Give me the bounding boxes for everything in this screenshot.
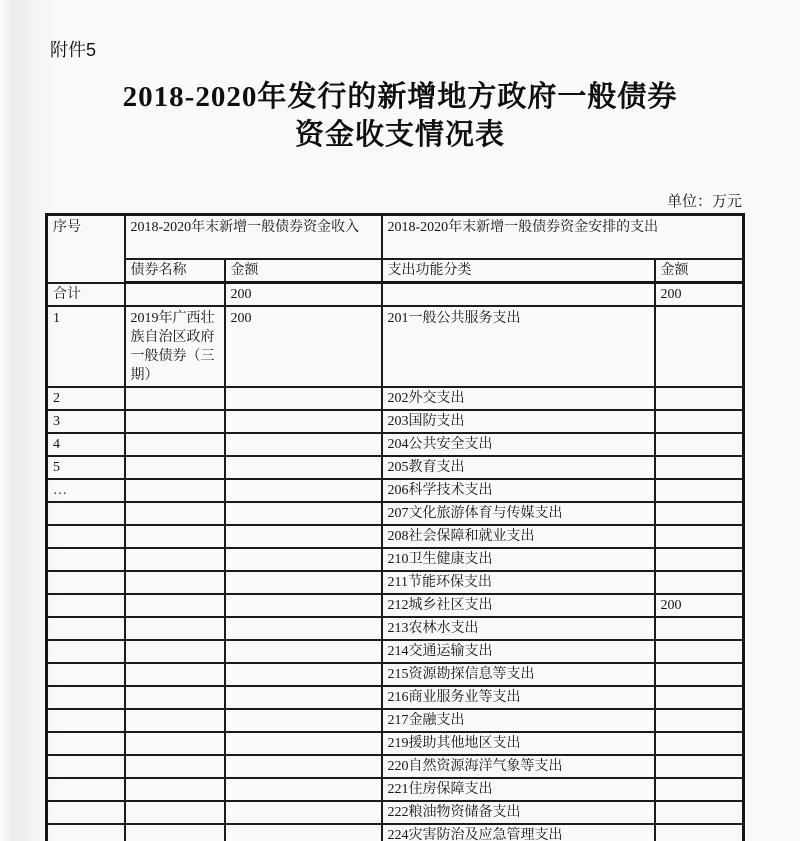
income-amount-cell bbox=[225, 686, 382, 709]
table-row bbox=[47, 663, 744, 686]
expense-category-cell: 214交通运输支出 bbox=[382, 640, 655, 663]
expense-amount-cell bbox=[655, 548, 744, 571]
expense-category-cell: 208社会保障和就业支出 bbox=[382, 525, 655, 548]
income-amount-cell bbox=[225, 410, 382, 433]
bond-name-cell bbox=[125, 433, 225, 456]
expense-amount-cell bbox=[655, 456, 744, 479]
expense-category-cell: 207文化旅游体育与传媒支出 bbox=[382, 502, 655, 525]
header-row-columns bbox=[47, 259, 744, 283]
table-row bbox=[47, 755, 744, 778]
expense-amount-cell: 200 bbox=[655, 594, 744, 617]
serial-cell bbox=[47, 594, 125, 617]
income-amount-cell bbox=[225, 594, 382, 617]
expense-category-cell: 212城乡社区支出 bbox=[382, 594, 655, 617]
header-income-amount: 金额 bbox=[225, 259, 382, 283]
income-amount-cell bbox=[225, 824, 382, 841]
table-body bbox=[47, 215, 744, 841]
expense-amount-cell bbox=[655, 663, 744, 686]
serial-cell bbox=[47, 801, 125, 824]
expense-amount-cell bbox=[655, 410, 744, 433]
table-row bbox=[47, 778, 744, 801]
expense-category-cell: 220自然资源海洋气象等支出 bbox=[382, 755, 655, 778]
income-amount-cell: 200 bbox=[225, 306, 382, 387]
header-expense-amount: 金额 bbox=[655, 259, 744, 283]
table-row bbox=[47, 824, 744, 841]
expense-category-cell: 203国防支出 bbox=[382, 410, 655, 433]
table-row bbox=[47, 525, 744, 548]
header-row-groups bbox=[47, 215, 744, 260]
bond-name-cell bbox=[125, 502, 225, 525]
serial-cell bbox=[47, 663, 125, 686]
header-income-group: 2018-2020年末新增一般债券资金收入 bbox=[125, 215, 382, 260]
total-label: 合计 bbox=[47, 283, 125, 307]
income-amount-cell bbox=[225, 502, 382, 525]
serial-cell bbox=[47, 525, 125, 548]
bond-name-cell bbox=[125, 640, 225, 663]
expense-amount-cell bbox=[655, 479, 744, 502]
bond-name-cell bbox=[125, 755, 225, 778]
income-amount-cell bbox=[225, 433, 382, 456]
table-row bbox=[47, 594, 744, 617]
expense-category-cell: 215资源勘探信息等支出 bbox=[382, 663, 655, 686]
title-line-1: 2018-2020年发行的新增地方政府一般债券 bbox=[122, 81, 678, 113]
table-row bbox=[47, 686, 744, 709]
expense-category-cell: 222粮油物资储备支出 bbox=[382, 801, 655, 824]
income-amount-cell bbox=[225, 709, 382, 732]
expense-amount-cell bbox=[655, 801, 744, 824]
income-amount-cell bbox=[225, 801, 382, 824]
expense-category-cell: 210卫生健康支出 bbox=[382, 548, 655, 571]
serial-cell bbox=[47, 732, 125, 755]
serial-cell: 1 bbox=[47, 306, 125, 387]
bond-name-cell bbox=[125, 686, 225, 709]
total-bond-name bbox=[125, 283, 225, 307]
title-line-2: 资金收支情况表 bbox=[294, 119, 505, 151]
bond-name-cell bbox=[125, 456, 225, 479]
bond-name-cell bbox=[125, 571, 225, 594]
total-expense-amount: 200 bbox=[655, 283, 744, 307]
expense-category-cell: 201一般公共服务支出 bbox=[382, 306, 655, 387]
expense-category-cell: 221住房保障支出 bbox=[382, 778, 655, 801]
table-row bbox=[47, 640, 744, 663]
table-row bbox=[47, 617, 744, 640]
header-expense-category: 支出功能分类 bbox=[382, 259, 655, 283]
bond-name-cell bbox=[125, 732, 225, 755]
bond-name-cell bbox=[125, 387, 225, 410]
bond-funds-table bbox=[45, 213, 745, 841]
table-row bbox=[47, 433, 744, 456]
income-amount-cell bbox=[225, 663, 382, 686]
expense-amount-cell bbox=[655, 306, 744, 387]
income-amount-cell bbox=[225, 640, 382, 663]
income-amount-cell bbox=[225, 548, 382, 571]
income-amount-cell bbox=[225, 778, 382, 801]
serial-cell bbox=[47, 640, 125, 663]
header-bond-name: 债券名称 bbox=[125, 259, 225, 283]
expense-amount-cell bbox=[655, 686, 744, 709]
expense-category-cell: 216商业服务业等支出 bbox=[382, 686, 655, 709]
income-amount-cell bbox=[225, 732, 382, 755]
total-income-amount: 200 bbox=[225, 283, 382, 307]
table-row bbox=[47, 732, 744, 755]
income-amount-cell bbox=[225, 456, 382, 479]
bond-name-cell bbox=[125, 801, 225, 824]
income-amount-cell bbox=[225, 479, 382, 502]
table-row bbox=[47, 387, 744, 410]
expense-amount-cell bbox=[655, 778, 744, 801]
expense-amount-cell bbox=[655, 571, 744, 594]
document-title bbox=[0, 78, 800, 154]
bond-name-cell: 2019年广西壮族自治区政府一般债券（三期） bbox=[125, 306, 225, 387]
serial-cell: 5 bbox=[47, 456, 125, 479]
bond-name-cell bbox=[125, 479, 225, 502]
bond-name-cell bbox=[125, 617, 225, 640]
serial-cell bbox=[47, 548, 125, 571]
expense-category-cell: 213农林水支出 bbox=[382, 617, 655, 640]
expense-amount-cell bbox=[655, 824, 744, 841]
expense-amount-cell bbox=[655, 709, 744, 732]
serial-cell: 2 bbox=[47, 387, 125, 410]
expense-category-cell: 224灾害防治及应急管理支出 bbox=[382, 824, 655, 841]
header-serial: 序号 bbox=[47, 215, 125, 283]
serial-cell bbox=[47, 755, 125, 778]
expense-amount-cell bbox=[655, 732, 744, 755]
table-row bbox=[47, 410, 744, 433]
income-amount-cell bbox=[225, 525, 382, 548]
table-row bbox=[47, 456, 744, 479]
bond-name-cell bbox=[125, 594, 225, 617]
bond-name-cell bbox=[125, 824, 225, 841]
table-row bbox=[47, 801, 744, 824]
expense-category-cell: 204公共安全支出 bbox=[382, 433, 655, 456]
expense-category-cell: 211节能环保支出 bbox=[382, 571, 655, 594]
serial-cell bbox=[47, 709, 125, 732]
serial-cell bbox=[47, 502, 125, 525]
income-amount-cell bbox=[225, 755, 382, 778]
income-amount-cell bbox=[225, 617, 382, 640]
expense-amount-cell bbox=[655, 617, 744, 640]
bond-name-cell bbox=[125, 548, 225, 571]
unit-note: 单位：万元 bbox=[666, 194, 742, 210]
expense-category-cell: 202外交支出 bbox=[382, 387, 655, 410]
table-row bbox=[47, 571, 744, 594]
income-amount-cell bbox=[225, 571, 382, 594]
header-expense-group: 2018-2020年末新增一般债券资金安排的支出 bbox=[382, 215, 744, 260]
total-row bbox=[47, 283, 744, 307]
expense-amount-cell bbox=[655, 640, 744, 663]
expense-amount-cell bbox=[655, 525, 744, 548]
bond-name-cell bbox=[125, 410, 225, 433]
serial-cell bbox=[47, 617, 125, 640]
expense-amount-cell bbox=[655, 502, 744, 525]
expense-amount-cell bbox=[655, 755, 744, 778]
serial-cell bbox=[47, 778, 125, 801]
serial-cell: … bbox=[47, 479, 125, 502]
bond-name-cell bbox=[125, 663, 225, 686]
expense-category-cell: 205教育支出 bbox=[382, 456, 655, 479]
serial-cell: 4 bbox=[47, 433, 125, 456]
expense-amount-cell bbox=[655, 387, 744, 410]
serial-cell bbox=[47, 824, 125, 841]
bond-name-cell bbox=[125, 709, 225, 732]
table-row bbox=[47, 306, 744, 387]
expense-amount-cell bbox=[655, 433, 744, 456]
table-row bbox=[47, 548, 744, 571]
serial-cell: 3 bbox=[47, 410, 125, 433]
income-amount-cell bbox=[225, 387, 382, 410]
expense-category-cell: 219援助其他地区支出 bbox=[382, 732, 655, 755]
serial-cell bbox=[47, 571, 125, 594]
bond-name-cell bbox=[125, 525, 225, 548]
expense-category-cell: 217金融支出 bbox=[382, 709, 655, 732]
serial-cell bbox=[47, 686, 125, 709]
table-row bbox=[47, 709, 744, 732]
table-row bbox=[47, 479, 744, 502]
total-expense-category bbox=[382, 283, 655, 307]
bond-name-cell bbox=[125, 778, 225, 801]
attachment-label: 附件5 bbox=[50, 40, 97, 60]
expense-category-cell: 206科学技术支出 bbox=[382, 479, 655, 502]
table-row bbox=[47, 502, 744, 525]
